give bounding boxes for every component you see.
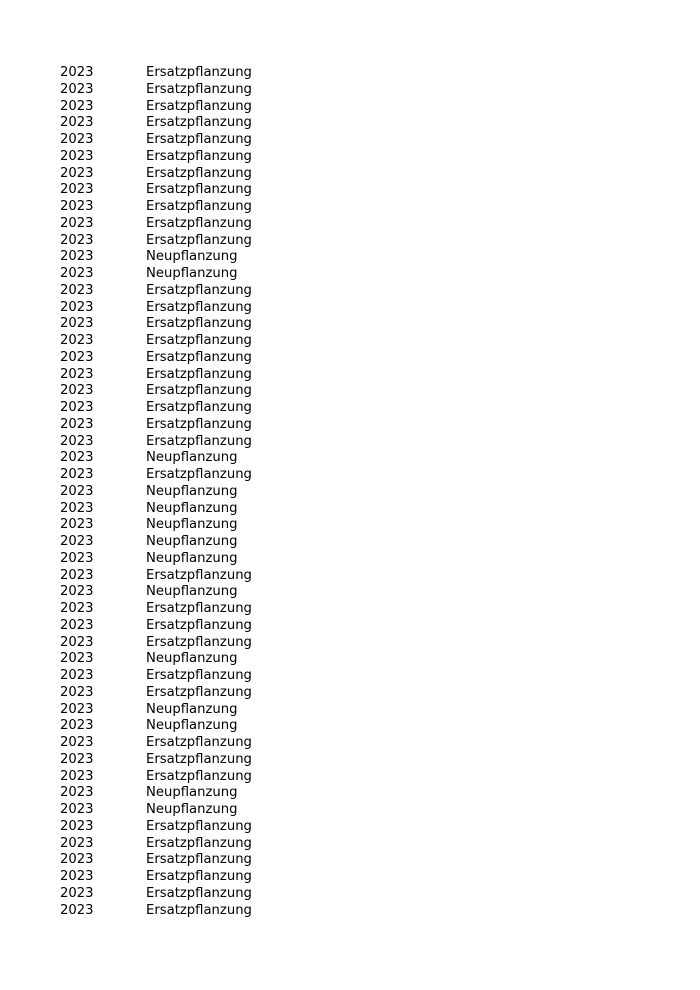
table-row <box>60 450 286 467</box>
year-cell: 2023 <box>60 249 94 265</box>
year-cell: 2023 <box>60 668 94 683</box>
year-cell: 2023 <box>60 199 94 214</box>
year-cell: 2023 <box>60 684 94 700</box>
planting-type-cell: Ersatzpflanzung <box>146 835 252 851</box>
table-row <box>60 735 286 752</box>
table-row <box>60 199 286 216</box>
table-row <box>60 702 286 719</box>
planting-type-cell: Ersatzpflanzung <box>146 400 252 415</box>
planting-type-cell: Ersatzpflanzung <box>146 751 252 767</box>
planting-type-cell: Neupflanzung <box>146 584 238 600</box>
year-cell: 2023 <box>60 751 94 767</box>
year-cell: 2023 <box>60 534 94 549</box>
table-row <box>60 316 286 333</box>
table-row <box>60 182 286 199</box>
planting-type-cell: Ersatzpflanzung <box>146 282 252 298</box>
year-cell: 2023 <box>60 902 94 918</box>
year-cell: 2023 <box>60 349 94 365</box>
planting-type-cell: Neupflanzung <box>146 785 238 801</box>
table-row <box>60 752 286 769</box>
table-row <box>60 769 286 786</box>
table-row <box>60 836 286 853</box>
planting-type-cell: Ersatzpflanzung <box>146 818 252 834</box>
table-row <box>60 400 286 417</box>
planting-table <box>60 65 286 919</box>
table-row <box>60 149 286 166</box>
year-cell: 2023 <box>60 450 94 466</box>
year-cell: 2023 <box>60 266 94 281</box>
year-cell: 2023 <box>60 483 94 499</box>
planting-type-cell: Ersatzpflanzung <box>146 416 252 432</box>
year-cell: 2023 <box>60 885 94 901</box>
planting-type-cell: Ersatzpflanzung <box>146 383 252 399</box>
planting-type-cell: Ersatzpflanzung <box>146 148 252 164</box>
planting-type-cell: Ersatzpflanzung <box>146 215 252 231</box>
table-row <box>60 903 286 920</box>
planting-type-cell: Ersatzpflanzung <box>146 366 252 382</box>
year-cell: 2023 <box>60 500 94 516</box>
year-cell: 2023 <box>60 299 94 315</box>
planting-type-cell: Ersatzpflanzung <box>146 232 252 248</box>
table-row <box>60 82 286 99</box>
table-row <box>60 668 286 685</box>
year-cell: 2023 <box>60 701 94 717</box>
year-cell: 2023 <box>60 400 94 415</box>
year-cell: 2023 <box>60 785 94 801</box>
table-row <box>60 350 286 367</box>
table-row <box>60 115 286 132</box>
planting-type-cell: Ersatzpflanzung <box>146 349 252 365</box>
year-cell: 2023 <box>60 852 94 868</box>
planting-type-cell: Ersatzpflanzung <box>146 768 252 784</box>
planting-type-cell: Ersatzpflanzung <box>146 316 252 332</box>
table-row <box>60 651 286 668</box>
year-cell: 2023 <box>60 282 94 298</box>
planting-type-cell: Ersatzpflanzung <box>146 165 252 181</box>
planting-type-cell: Ersatzpflanzung <box>146 333 252 348</box>
planting-type-cell: Neupflanzung <box>146 651 238 667</box>
table-row <box>60 266 286 283</box>
year-cell: 2023 <box>60 567 94 583</box>
table-row <box>60 618 286 635</box>
year-cell: 2023 <box>60 651 94 667</box>
year-cell: 2023 <box>60 818 94 834</box>
table-row <box>60 484 286 501</box>
table-row <box>60 551 286 568</box>
table-row <box>60 383 286 400</box>
year-cell: 2023 <box>60 467 94 482</box>
planting-type-cell: Ersatzpflanzung <box>146 617 252 633</box>
table-row <box>60 685 286 702</box>
planting-type-cell: Ersatzpflanzung <box>146 467 252 482</box>
planting-type-cell: Ersatzpflanzung <box>146 735 252 750</box>
planting-type-cell: Neupflanzung <box>146 483 238 499</box>
planting-type-cell: Ersatzpflanzung <box>146 199 252 214</box>
planting-type-cell: Ersatzpflanzung <box>146 115 252 131</box>
table-row <box>60 635 286 652</box>
year-cell: 2023 <box>60 98 94 114</box>
year-cell: 2023 <box>60 232 94 248</box>
year-cell: 2023 <box>60 634 94 650</box>
year-cell: 2023 <box>60 165 94 181</box>
table-row <box>60 601 286 618</box>
year-cell: 2023 <box>60 182 94 198</box>
year-cell: 2023 <box>60 601 94 616</box>
table-row <box>60 819 286 836</box>
year-cell: 2023 <box>60 333 94 348</box>
year-cell: 2023 <box>60 65 94 80</box>
table-row <box>60 852 286 869</box>
planting-type-cell: Ersatzpflanzung <box>146 885 252 901</box>
planting-type-cell: Neupflanzung <box>146 701 238 717</box>
planting-type-cell: Neupflanzung <box>146 500 238 516</box>
year-cell: 2023 <box>60 584 94 600</box>
planting-type-cell: Neupflanzung <box>146 249 238 265</box>
table-row <box>60 501 286 518</box>
year-cell: 2023 <box>60 718 94 734</box>
planting-type-cell: Neupflanzung <box>146 718 238 734</box>
planting-type-cell: Neupflanzung <box>146 450 238 466</box>
table-row <box>60 718 286 735</box>
year-cell: 2023 <box>60 132 94 147</box>
planting-type-cell: Ersatzpflanzung <box>146 634 252 650</box>
planting-type-cell: Neupflanzung <box>146 517 238 533</box>
planting-type-cell: Ersatzpflanzung <box>146 182 252 198</box>
planting-table-body <box>60 65 286 919</box>
table-row <box>60 333 286 350</box>
year-cell: 2023 <box>60 869 94 884</box>
table-row <box>60 886 286 903</box>
table-row <box>60 65 286 82</box>
table-row <box>60 233 286 250</box>
table-row <box>60 584 286 601</box>
planting-type-cell: Ersatzpflanzung <box>146 132 252 147</box>
year-cell: 2023 <box>60 366 94 382</box>
planting-type-cell: Neupflanzung <box>146 802 238 817</box>
year-cell: 2023 <box>60 215 94 231</box>
table-row <box>60 367 286 384</box>
planting-type-cell: Ersatzpflanzung <box>146 869 252 884</box>
year-cell: 2023 <box>60 550 94 566</box>
year-cell: 2023 <box>60 802 94 817</box>
year-cell: 2023 <box>60 115 94 131</box>
year-cell: 2023 <box>60 617 94 633</box>
planting-type-cell: Ersatzpflanzung <box>146 433 252 449</box>
planting-type-cell: Neupflanzung <box>146 534 238 549</box>
year-cell: 2023 <box>60 735 94 750</box>
planting-type-cell: Ersatzpflanzung <box>146 81 252 97</box>
table-row <box>60 249 286 266</box>
year-cell: 2023 <box>60 383 94 399</box>
planting-type-cell: Neupflanzung <box>146 266 238 281</box>
table-row <box>60 534 286 551</box>
year-cell: 2023 <box>60 148 94 164</box>
table-row <box>60 300 286 317</box>
planting-type-cell: Ersatzpflanzung <box>146 684 252 700</box>
planting-type-cell: Ersatzpflanzung <box>146 668 252 683</box>
table-row <box>60 802 286 819</box>
table-row <box>60 568 286 585</box>
year-cell: 2023 <box>60 517 94 533</box>
planting-type-cell: Ersatzpflanzung <box>146 567 252 583</box>
year-cell: 2023 <box>60 768 94 784</box>
planting-type-cell: Ersatzpflanzung <box>146 299 252 315</box>
planting-type-cell: Ersatzpflanzung <box>146 601 252 616</box>
table-row <box>60 467 286 484</box>
planting-type-cell: Neupflanzung <box>146 550 238 566</box>
year-cell: 2023 <box>60 433 94 449</box>
table-row <box>60 417 286 434</box>
year-cell: 2023 <box>60 416 94 432</box>
year-cell: 2023 <box>60 316 94 332</box>
table-row <box>60 283 286 300</box>
year-cell: 2023 <box>60 835 94 851</box>
table-row <box>60 132 286 149</box>
table-row <box>60 869 286 886</box>
planting-type-cell: Ersatzpflanzung <box>146 98 252 114</box>
planting-type-cell: Ersatzpflanzung <box>146 852 252 868</box>
planting-type-cell: Ersatzpflanzung <box>146 65 252 80</box>
table-row <box>60 166 286 183</box>
table-row <box>60 517 286 534</box>
table-row <box>60 99 286 116</box>
table-row <box>60 785 286 802</box>
year-cell: 2023 <box>60 81 94 97</box>
table-row <box>60 434 286 451</box>
table-row <box>60 216 286 233</box>
planting-type-cell: Ersatzpflanzung <box>146 902 252 918</box>
